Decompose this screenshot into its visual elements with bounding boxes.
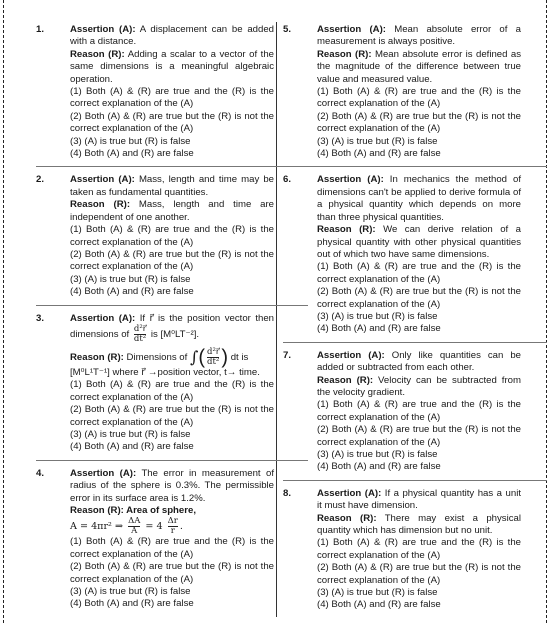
assertion-text: Only like quantities can be added or subtracted from each other. (317, 349, 521, 374)
option-2: (2) Both (A) & (R) are true but the (R) is not the correct explanation of the (A) (70, 248, 274, 273)
reason-text: We can derive relation of a physical quantity with other physical quantities out of which two have same dimensions. (317, 224, 521, 260)
option-1: (1) Both (A) & (R) are true and the (R) is the correct explanation of the (A) (70, 536, 274, 560)
assertion-label: Assertion (A): (317, 349, 385, 361)
option-4: (4) Both (A) and (R) are false (70, 148, 194, 160)
reason-label: Reason (R): (317, 224, 376, 236)
option-1: (1) Both (A) & (R) are true and the (R) is the correct explanation of the (A) (70, 379, 274, 403)
reason-tail: [M⁰L¹T⁻¹] where r⃗ →position vector, t→ time. (70, 366, 260, 378)
question-7 (283, 350, 521, 481)
separator (36, 460, 308, 461)
option-1: (1) Both (A) & (R) are true and the (R) is the correct explanation of the (A) (317, 261, 521, 285)
reason-text: Mean absolute error is defined as the magnitude of the difference between true value and measured value. (317, 48, 521, 85)
option-3: (3) (A) is true but (R) is false (70, 586, 191, 598)
reason-label: Reason (R): (70, 48, 125, 60)
option-4: (4) Both (A) and (R) are false (317, 461, 441, 473)
question-3 (36, 313, 274, 461)
assertion-text: If a physical quantity has a unit it must have dimension. (317, 487, 521, 512)
question-number: 8. (283, 487, 292, 499)
option-2: (2) Both (A) & (R) are true but the (R) is not the correct explanation of the (A) (70, 404, 274, 428)
question-number: 3. (36, 312, 45, 324)
denominator: dt² (133, 333, 147, 344)
reason-label: Reason (R): (317, 512, 377, 524)
left-dashed-border (3, 0, 4, 623)
option-4: (4) Both (A) and (R) are false (70, 286, 194, 298)
question-number: 5. (283, 24, 292, 35)
reason-head: Reason (R): Area of sphere, (70, 505, 196, 516)
question-8 (283, 488, 521, 612)
option-1: (1) Both (A) & (R) are true and the (R) is the correct explanation of the (A) (317, 86, 521, 110)
reason-label: Reason (R): (317, 374, 374, 386)
option-3: (3) (A) is true but (R) is false (317, 310, 438, 322)
reason-text: There may exist a physical quantity which has dimension but no unit. (317, 512, 521, 537)
assertion-text: In mechanics the method of dimensions can't be applied to derive formula of a physical quantity which depends on more than three physical quantities. (317, 174, 522, 223)
option-1: (1) Both (A) & (R) are true and the (R) is the correct explanation of the (A) (317, 399, 521, 423)
option-1: (1) Both (A) & (R) are true and the (R) is the correct explanation of the (A) (70, 86, 274, 110)
question-5 (283, 24, 521, 167)
option-3: (3) (A) is true but (R) is false (70, 428, 191, 440)
question-number: 1. (36, 24, 45, 35)
reason-label: Reason (R): (317, 48, 372, 60)
question-4 (36, 468, 274, 611)
left-column (36, 24, 274, 611)
assertion-dimension: is [M⁰LT⁻²]. (150, 328, 200, 340)
option-3: (3) (A) is true but (R) is false (70, 135, 191, 147)
denominator: A (128, 526, 140, 536)
option-4: (4) Both (A) and (R) are false (317, 148, 441, 160)
assertion-text: Mean absolute error of a measurement is always positive. (317, 24, 521, 48)
question-6 (283, 174, 521, 342)
question-2 (36, 174, 274, 305)
option-3: (3) (A) is true but (R) is false (317, 135, 438, 147)
option-2: (2) Both (A) & (R) are true but the (R) is not the correct explanation of the (A) (70, 110, 274, 135)
option-4: (4) Both (A) and (R) are false (70, 598, 194, 610)
option-1: (1) Both (A) & (R) are true and the (R) is the correct explanation of the (A) (317, 537, 521, 561)
fraction-dr-r (168, 517, 178, 536)
option-2: (2) Both (A) & (R) are true but the (R) is not the correct explanation of the (A) (317, 286, 521, 310)
denominator: r (168, 526, 178, 536)
assertion-label: Assertion (A): (317, 174, 384, 186)
assertion-label: Assertion (A): (70, 174, 135, 186)
assertion-text: A displacement can be added with a distance. (70, 24, 274, 48)
numerator: ΔA (128, 516, 141, 527)
assertion-label: Assertion (A): (70, 24, 136, 35)
reason-text: Dimensions of (126, 351, 188, 363)
fraction-d2r-dt2 (207, 348, 219, 367)
right-dashed-border (546, 0, 547, 623)
assertion-text: The error in measurement of radius of the sphere is 0.3%. The permissible error in its surface area is 1.2%. (70, 467, 274, 504)
separator (36, 166, 308, 167)
separator (36, 305, 308, 306)
formula-mid: = 4 (145, 521, 163, 533)
fraction-dA-A (128, 517, 140, 536)
option-3: (3) (A) is true but (R) is false (317, 449, 438, 460)
option-4: (4) Both (A) and (R) are false (317, 323, 441, 335)
reason-text: Adding a scalar to a vector of the same dimensions is a meaningful algebraic operation. (70, 48, 274, 85)
separator (283, 480, 547, 481)
numerator: d²r⃗ (207, 346, 220, 357)
formula-start: A = 4πr² ⇒ (70, 521, 123, 533)
denominator: dt² (207, 356, 220, 367)
left-paren: ( (198, 346, 205, 369)
integral-sign: ∫ (189, 347, 199, 367)
reason-label: Reason (R): (70, 199, 131, 211)
option-4: (4) Both (A) and (R) are false (70, 441, 194, 453)
option-3: (3) (A) is true but (R) is false (70, 273, 191, 285)
option-2: (2) Both (A) & (R) are true but the (R) is not the correct explanation of the (A) (317, 424, 521, 448)
reason-text: Mass, length and time are independent of one another. (70, 199, 275, 223)
numerator: d²r⃗ (133, 323, 147, 334)
fraction-d2r-dt2 (134, 325, 146, 344)
reason-label: Reason (R): (70, 351, 124, 363)
column-divider (276, 22, 277, 617)
option-2: (2) Both (A) & (R) are true but the (R) is not the correct explanation of the (A) (317, 110, 521, 135)
area-formula: A = 4πr² ⇒ $\frac{\Delta A}{A}$ = 4 $\frac{\Delta r}{r}$ . (70, 516, 183, 537)
option-1: (1) Both (A) & (R) are true and the (R) is the correct explanation of the (A) (70, 224, 274, 248)
question-1 (36, 24, 274, 167)
right-column (283, 24, 521, 612)
separator (283, 342, 547, 343)
option-4: (4) Both (A) and (R) are false (317, 599, 441, 611)
option-3: (3) (A) is true but (R) is false (317, 587, 438, 599)
question-number: 2. (36, 174, 45, 186)
assertion-label: Assertion (A): (317, 487, 382, 499)
assertion-label: Assertion (A): (317, 24, 386, 35)
assertion-label: Assertion (A): (70, 467, 137, 479)
reason-text: Velocity can be subtracted from the velocity gradient. (317, 374, 521, 398)
question-number: 4. (36, 467, 45, 479)
assertion-label: Assertion (A): (70, 312, 136, 324)
question-number: 6. (283, 174, 292, 186)
reason-post: dt is (230, 351, 249, 363)
right-paren: ) (221, 346, 229, 369)
assertion-text: Mass, length and time may be taken as fundamental quantities. (70, 174, 274, 198)
assertion-text: If r⃗ is the position vector then dimensions of (70, 312, 274, 340)
question-number: 7. (283, 349, 292, 361)
option-2: (2) Both (A) & (R) are true but the (R) is not the correct explanation of the (A) (70, 561, 274, 585)
separator (283, 166, 547, 167)
option-2: (2) Both (A) & (R) are true but the (R) is not the correct explanation of the (A) (317, 562, 521, 586)
numerator: Δr (167, 516, 178, 527)
